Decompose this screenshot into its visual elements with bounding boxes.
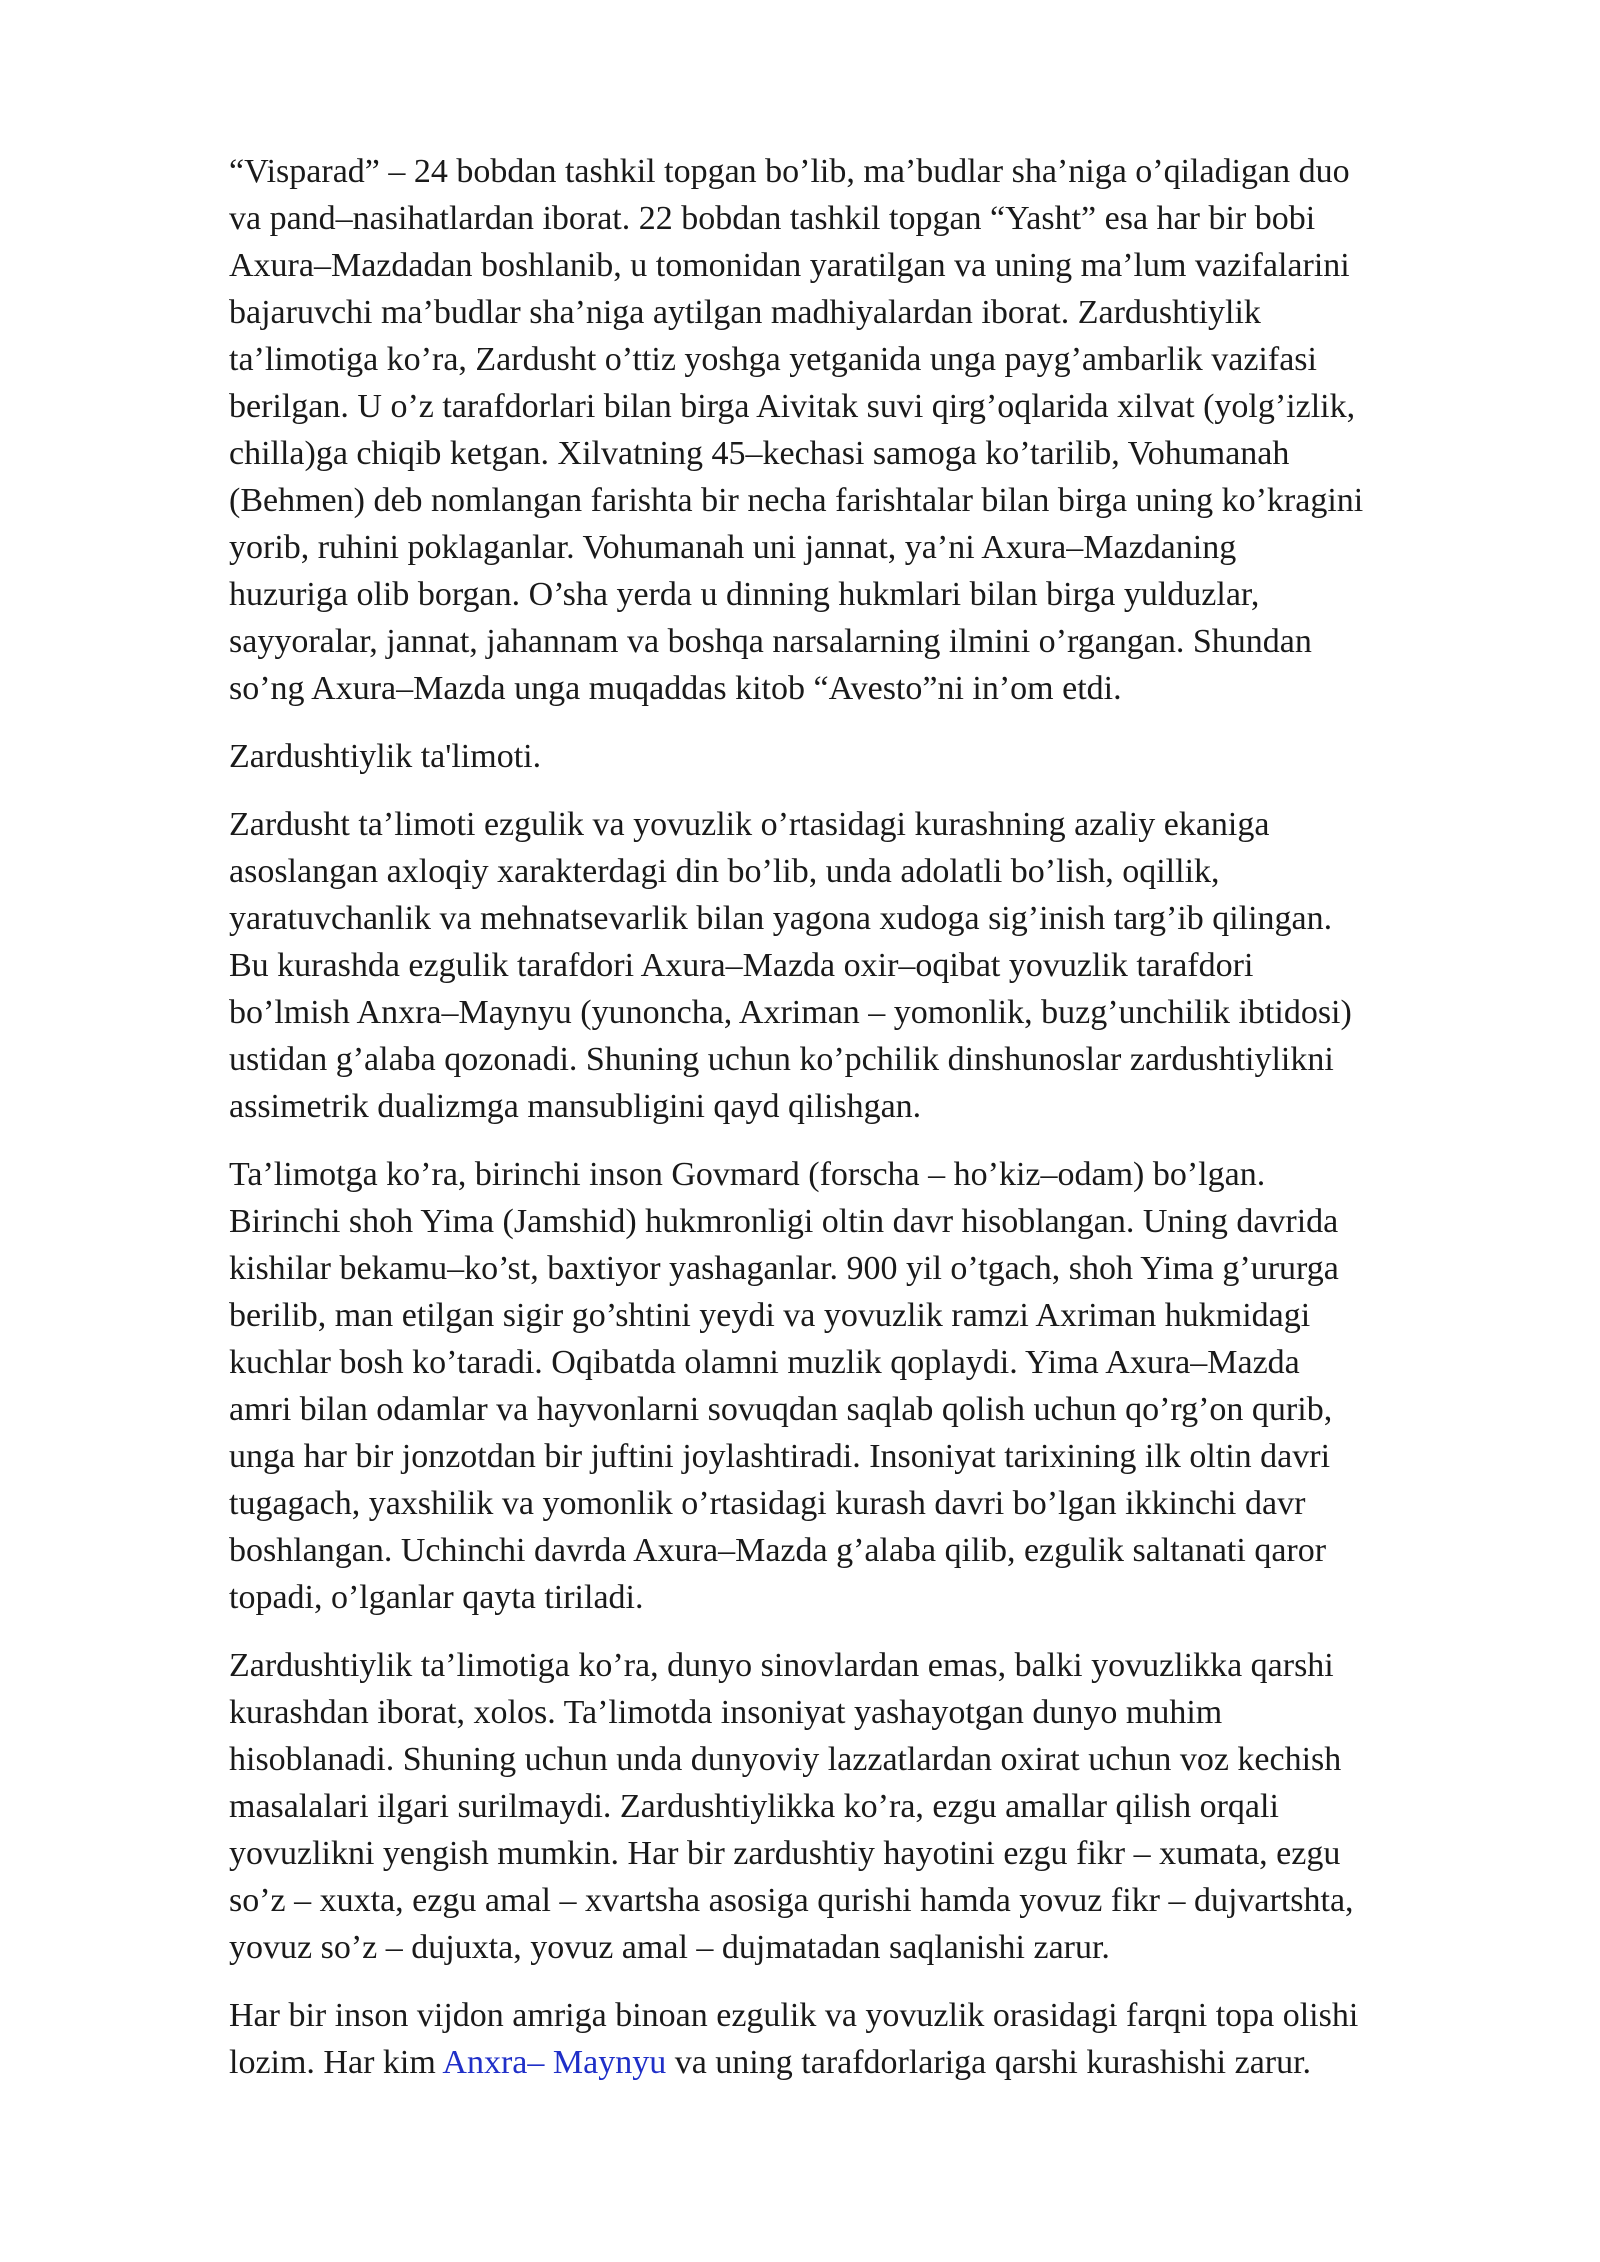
text-line: Birinchi shoh Yima (Jamshid) hukmronligi oltin davr hisoblangan. Uning davrida	[229, 1203, 1339, 1240]
text-line: yovuzlikni yengish mumkin. Har bir zardushtiy hayotini ezgu fikr – xumata, ezgu	[229, 1835, 1341, 1872]
text-line: asoslangan axloqiy xarakterdagi din bo’lib, unda adolatli bo’lish, oqillik,	[229, 853, 1220, 890]
text-line: (Behmen) deb nomlangan farishta bir necha farishtalar bilan birga uning ko’kragini	[229, 482, 1364, 519]
paragraph-teaching	[229, 801, 1529, 1130]
text-line: kurashdan iborat, xolos. Ta’limotda insoniyat yashayotgan dunyo muhim	[229, 1694, 1223, 1731]
section-heading	[229, 733, 1529, 780]
paragraph-visparad	[229, 148, 1529, 712]
text-line: hisoblanadi. Shuning uchun unda dunyoviy lazzatlardan oxirat uchun voz kechish	[229, 1741, 1342, 1778]
text-line: berilgan. U o’z tarafdorlari bilan birga Aivitak suvi qirg’oqlarida xilvat (yolg’izlik,	[229, 388, 1356, 425]
text-line: sayyoralar, jannat, jahannam va boshqa narsalarning ilmini o’rgangan. Shundan	[229, 623, 1312, 660]
text-line: va pand–nasihatlardan iborat. 22 bobdan tashkil topgan “Yasht” esa har bir bobi	[229, 200, 1316, 237]
paragraph-world-view	[229, 1642, 1529, 1971]
text-line: unga har bir jonzotdan bir juftini joylashtiradi. Insoniyat tarixining ilk oltin davri	[229, 1438, 1331, 1475]
text-line: so’z – xuxta, ezgu amal – xvartsha asosiga qurishi hamda yovuz fikr – dujvartshta,	[229, 1882, 1354, 1919]
anxra-maynyu-link[interactable]: Anxra– Maynyu	[442, 2044, 667, 2081]
text-line: Axura–Mazdadan boshlanib, u tomonidan yaratilgan va uning ma’lum vazifalarini	[229, 247, 1350, 284]
text-line: boshlangan. Uchinchi davrda Axura–Mazda g’alaba qilib, ezgulik saltanati qaror	[229, 1532, 1327, 1569]
text-line: ta’limotiga ko’ra, Zardusht o’ttiz yoshga yetganida unga payg’ambarlik vazifasi	[229, 341, 1317, 378]
text-before-link: lozim. Har kim	[229, 2044, 443, 2081]
text-line: amri bilan odamlar va hayvonlarni sovuqdan saqlab qolish uchun qo’rg’on qurib,	[229, 1391, 1333, 1428]
text-line: assimetrik dualizmga mansubligini qayd qilishgan.	[229, 1088, 922, 1125]
text-line: Ta’limotga ko’ra, birinchi inson Govmard (forscha – ho’kiz–odam) bo’lgan.	[229, 1156, 1266, 1193]
text-line: bo’lmish Anxra–Maynyu (yunoncha, Axriman – yomonlik, buzg’unchilik ibtidosi)	[229, 994, 1352, 1031]
text-line: ustidan g’alaba qozonadi. Shuning uchun ko’pchilik dinshunoslar zardushtiylikni	[229, 1041, 1334, 1078]
text-line: Har bir inson vijdon amriga binoan ezgulik va yovuzlik orasidagi farqni topa olishi	[229, 1997, 1359, 2034]
text-line: bajaruvchi ma’budlar sha’niga aytilgan madhiyalardan iborat. Zardushtiylik	[229, 294, 1261, 331]
text-line: yorib, ruhini poklaganlar. Vohumanah uni jannat, ya’ni Axura–Mazdaning	[229, 529, 1237, 566]
text-line: masalalari ilgari surilmaydi. Zardushtiylikka ko’ra, ezgu amallar qilish orqali	[229, 1788, 1279, 1825]
paragraph-first-man	[229, 1151, 1529, 1621]
text-line: Zardushtiylik ta’limotiga ko’ra, dunyo sinovlardan emas, balki yovuzlikka qarshi	[229, 1647, 1334, 1684]
text-line: topadi, o’lganlar qayta tiriladi.	[229, 1579, 644, 1616]
text-line: yaratuvchanlik va mehnatsevarlik bilan yagona xudoga sig’inish targ’ib qilingan.	[229, 900, 1333, 937]
text-line: tugagach, yaxshilik va yomonlik o’rtasidagi kurash davri bo’lgan ikkinchi davr	[229, 1485, 1306, 1522]
paragraph-conscience	[229, 1992, 1529, 2086]
text-line: Bu kurashda ezgulik tarafdori Axura–Mazda oxir–oqibat yovuzlik tarafdori	[229, 947, 1254, 984]
text-line: kuchlar bosh ko’taradi. Oqibatda olamni muzlik qoplaydi. Yima Axura–Mazda	[229, 1344, 1300, 1381]
text-line: berilib, man etilgan sigir go’shtini yeydi va yovuzlik ramzi Axriman hukmidagi	[229, 1297, 1311, 1334]
text-line: huzuriga olib borgan. O’sha yerda u dinning hukmlari bilan birga yulduzlar,	[229, 576, 1260, 613]
text-line: yovuz so’z – dujuxta, yovuz amal – dujmatadan saqlanishi zarur.	[229, 1929, 1110, 1966]
text-line: so’ng Axura–Mazda unga muqaddas kitob “Avesto”ni in’om etdi.	[229, 670, 1122, 707]
text-line: kishilar bekamu–ko’st, baxtiyor yashaganlar. 900 yil o’tgach, shoh Yima g’ururga	[229, 1250, 1339, 1287]
heading-text: Zardushtiylik ta'limoti.	[229, 738, 542, 775]
text-line-with-link	[229, 2039, 1529, 2086]
text-line: chilla)ga chiqib ketgan. Xilvatning 45–kechasi samoga ko’tarilib, Vohumanah	[229, 435, 1290, 472]
text-after-link: va uning tarafdorlariga qarshi kurashishi zarur.	[666, 2044, 1312, 2081]
text-line: Zardusht ta’limoti ezgulik va yovuzlik o’rtasidagi kurashning azaliy ekaniga	[229, 806, 1270, 843]
document-page	[229, 148, 1529, 2107]
text-line: “Visparad” – 24 bobdan tashkil topgan bo’lib, ma’budlar sha’niga o’qiladigan duo	[229, 153, 1350, 190]
